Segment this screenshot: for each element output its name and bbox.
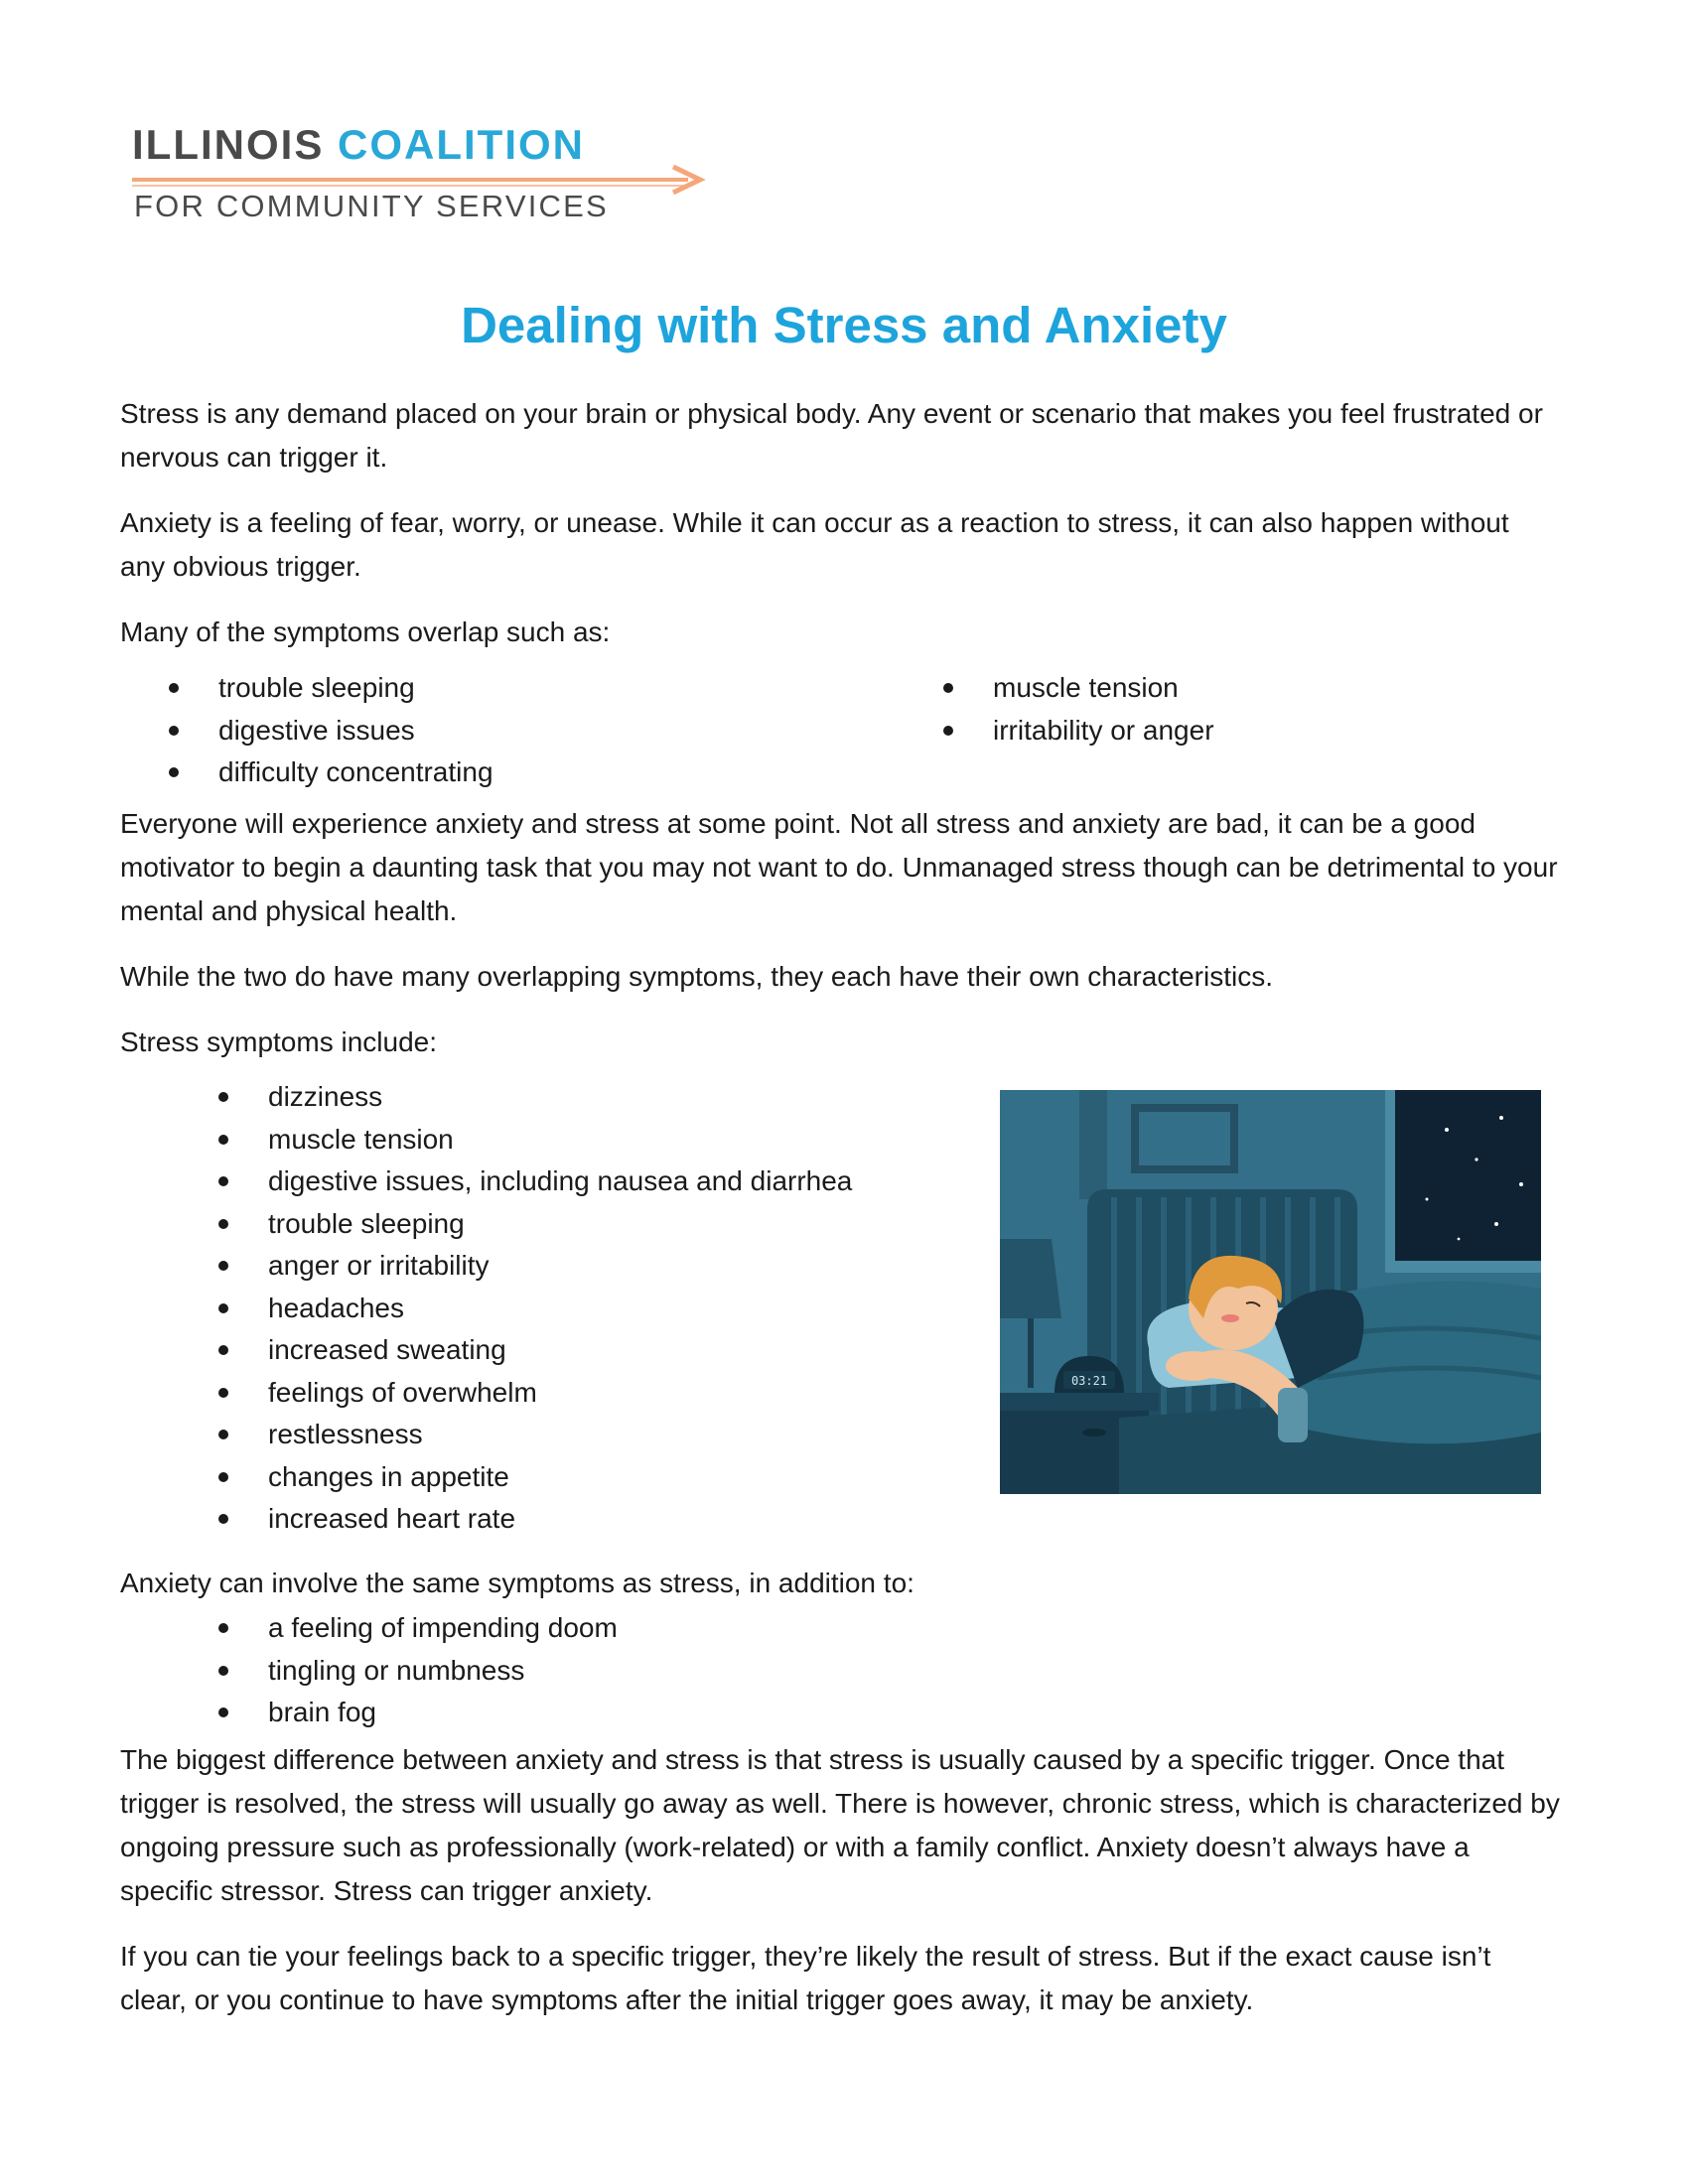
logo-word-coalition: COALITION (338, 121, 585, 168)
list-item: anger or irritability (218, 1245, 852, 1288)
list-item: dizziness (218, 1076, 852, 1119)
list-item: headaches (218, 1288, 852, 1330)
list-item: trouble sleeping (218, 1203, 852, 1246)
paragraph-stress-symptoms-intro: Stress symptoms include: (120, 1026, 437, 1057)
logo-line-1 (132, 121, 585, 169)
list-item: a feeling of impending doom (218, 1607, 618, 1650)
list-item: increased sweating (218, 1329, 852, 1372)
sleepless-person-illustration (1000, 1090, 1541, 1494)
list-item: digestive issues (169, 710, 493, 752)
paragraph-anxiety-additional-intro: Anxiety can involve the same symptoms as stress, in addition to: (120, 1568, 914, 1598)
overlap-symptoms-list-col2 (943, 667, 1214, 751)
paragraph-tie-feelings: If you can tie your feelings back to a specific trigger, they’re likely the result of stress. But if the exact cause isn’t clear, or you continue to have symptoms after the initial trigger goes away, it may be anxiety. (120, 1941, 1491, 2015)
logo-word-illinois: ILLINOIS (132, 121, 325, 168)
paragraph-characteristics: While the two do have many overlapping symptoms, they each have their own characteristics. (120, 961, 1274, 992)
list-item: difficulty concentrating (169, 751, 493, 794)
list-item: changes in appetite (218, 1456, 852, 1499)
list-item: restlessness (218, 1414, 852, 1456)
list-item: trouble sleeping (169, 667, 493, 710)
list-item: brain fog (218, 1692, 618, 1734)
list-item: feelings of overwhelm (218, 1372, 852, 1415)
paragraph-overlap-intro: Many of the symptoms overlap such as: (120, 616, 611, 647)
list-item: irritability or anger (943, 710, 1214, 752)
paragraph-stress-definition: Stress is any demand placed on your brain or physical body. Any event or scenario that makes you feel frustrated or nervous can trigger it. (120, 398, 1543, 473)
organization-logo (132, 121, 718, 230)
overlap-symptoms-list-col1 (169, 667, 493, 794)
anxiety-symptoms-list (218, 1607, 618, 1734)
list-item: muscle tension (218, 1119, 852, 1161)
list-item: tingling or numbness (218, 1650, 618, 1693)
clock-time-display: 03:21 (1070, 1374, 1108, 1388)
logo-line-2: FOR COMMUNITY SERVICES (134, 189, 609, 223)
list-item: digestive issues, including nausea and diarrhea (218, 1160, 852, 1203)
list-item: muscle tension (943, 667, 1214, 710)
page-title: Dealing with Stress and Anxiety (461, 297, 1227, 353)
stress-symptoms-list (218, 1076, 852, 1541)
list-item: increased heart rate (218, 1498, 852, 1541)
paragraph-biggest-difference: The biggest difference between anxiety and stress is that stress is usually caused by a specific trigger. Once that trigger is resolved, the stress will usually go away as well. There is however, chronic stress, which is characterized by ongoing pressure such as professionally (work-related) or with a family conflict. Anxiety doesn’t always have a specific stressor. Stress can trigger anxiety. (120, 1744, 1560, 1906)
paragraph-anxiety-definition: Anxiety is a feeling of fear, worry, or unease. While it can occur as a reaction to stress, it can also happen without any obvious trigger. (120, 507, 1509, 582)
paragraph-everyone-experiences: Everyone will experience anxiety and stress at some point. Not all stress and anxiety are bad, it can be a good motivator to begin a daunting task that you may not want to do. Unmanaged stress though can be detrimental to your mental and physical health. (120, 808, 1558, 926)
